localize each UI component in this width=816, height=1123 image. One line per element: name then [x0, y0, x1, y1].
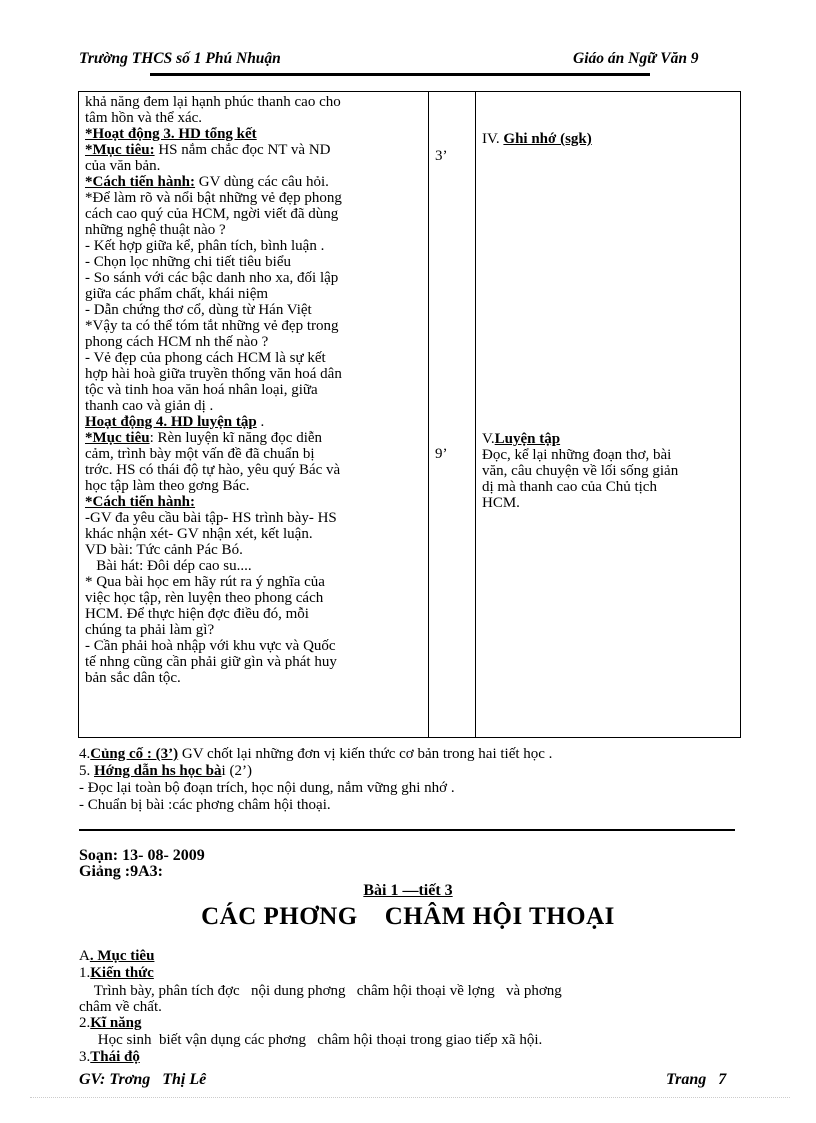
- text-line: giữa các phẩm chất, khái niệm: [85, 286, 269, 302]
- text-line: - Dẫn chứng thơ cổ, dùng từ Hán Việt: [85, 302, 312, 318]
- text-line: - So sánh với các bậc danh nho xa, đối lập: [85, 270, 339, 286]
- text-line: những nghệ thuật nào ?: [85, 222, 226, 238]
- text-line: HCM.: [482, 495, 520, 511]
- objectives-heading: . Mục tiêu: [89, 948, 155, 964]
- homework-text: i (2’): [221, 763, 252, 779]
- objective-text: HS nắm chắc đọc NT và ND: [154, 142, 331, 158]
- lesson-table: [78, 91, 741, 738]
- text-line: *Để làm rõ và nổi bật những vẻ đẹp phong: [85, 190, 342, 206]
- text-line: Bài hát: Đôi dép cao su....: [85, 558, 252, 574]
- time-value: 9’: [435, 446, 448, 462]
- consolidation-text: GV chốt lại những đơn vị kiến thức cơ bản trong hai tiết học .: [178, 746, 553, 762]
- section-prefix: 3.: [79, 1049, 91, 1065]
- text-line: HCM. Để thực hiện đợc điều đó, mỗi: [85, 606, 309, 622]
- skills-heading: Kĩ năng: [90, 1015, 142, 1031]
- text-line: - Vẻ đẹp của phong cách HCM là sự kết: [85, 350, 326, 366]
- homework-label: Hớng dẫn hs học bà: [94, 763, 222, 779]
- text-line: cách cao quý của HCM, ngời viết đã dùng: [85, 206, 339, 222]
- lesson-number: [0, 882, 816, 900]
- time-value: 3’: [435, 148, 448, 164]
- note-prefix: IV.: [482, 131, 504, 147]
- method-label: *Cách tiến hành:: [85, 494, 196, 510]
- text-line: thanh cao và giản dị .: [85, 398, 214, 414]
- text-line: tâm hồn và thể xác.: [85, 110, 203, 126]
- objective-label: *Mục tiêu: [85, 430, 150, 446]
- attitude-heading: Thái độ: [90, 1049, 140, 1065]
- text-line: - Chọn lọc những chi tiết tiêu biểu: [85, 254, 292, 270]
- footer-page: Trang 7: [666, 1071, 727, 1088]
- activity-4-tail: .: [256, 414, 265, 430]
- text-line: việc học tập, rèn luyện theo phong cách: [85, 590, 324, 606]
- activity-cell: [79, 92, 429, 738]
- text-line: cảm, trình bày một vấn đề đã chuẩn bị: [85, 446, 315, 462]
- text-line: của văn bản.: [85, 158, 161, 174]
- text-line: khả năng đem lại hạnh phúc thanh cao cho: [85, 94, 341, 110]
- section-prefix: 1.: [79, 965, 91, 981]
- text-line: bản sắc dân tộc.: [85, 670, 181, 686]
- text-line: - Đọc lại toàn bộ đoạn trích, học nội dung, nắm vững ghi nhớ .: [79, 780, 455, 796]
- time-cell: [429, 92, 476, 738]
- text-line: *Vậy ta có thể tóm tắt những vẻ đẹp trong: [85, 318, 339, 334]
- text-line: VD bài: Tức cảnh Pác Bó.: [85, 542, 243, 558]
- text-line: dị mà thanh cao của Chủ tịch: [482, 479, 657, 495]
- text-line: -GV đa yêu cầu bài tập- HS trình bày- HS: [85, 510, 337, 526]
- text-line: - Kết hợp giữa kể, phân tích, bình luận .: [85, 238, 325, 254]
- text-line: châm về chất.: [79, 999, 162, 1015]
- note-heading: Ghi nhớ (sgk): [503, 131, 592, 147]
- header-rule: [150, 73, 650, 76]
- text-line: trớc. HS có thái độ tự hào, yêu quý Bác và: [85, 462, 341, 478]
- item-number: 4.: [79, 746, 91, 762]
- practice-heading: Luyện tập: [494, 431, 561, 447]
- header-subject: Giáo án Ngữ Văn 9: [573, 50, 699, 67]
- item-number: 5.: [79, 763, 94, 779]
- text-line: - Chuẩn bị bài :các phơng châm hội thoại.: [79, 797, 331, 813]
- text-line: Học sinh biết vận dụng các phơng châm hội thoại trong giao tiếp xã hội.: [79, 1032, 543, 1048]
- objective-label: *Mục tiêu:: [85, 142, 155, 158]
- practice-prefix: V.: [482, 431, 495, 447]
- text-line: * Qua bài học em hãy rút ra ý nghĩa của: [85, 574, 325, 590]
- header-school: Trường THCS số 1 Phú Nhuận: [79, 50, 281, 67]
- objective-text: : Rèn luyện kĩ năng đọc diễn: [149, 430, 323, 446]
- section-divider: [79, 829, 735, 831]
- teaching-class: Giảng :9A3:: [79, 863, 163, 880]
- text-line: Đọc, kể lại những đoạn thơ, bài: [482, 447, 672, 463]
- text-line: học tập làm theo gơng Bác.: [85, 478, 250, 494]
- text-line: hợp hài hoà giữa truyền thống văn hoá dân: [85, 366, 342, 382]
- text-line: tế nhng cũng cần phải giữ gìn và phát huy: [85, 654, 337, 670]
- text-line: chúng ta phải làm gì?: [85, 622, 215, 638]
- lesson-number-text: Bài 1 —tiết 3: [363, 882, 453, 899]
- prep-date: Soạn: 13- 08- 2009: [79, 847, 205, 864]
- text-line: văn, câu chuyện về lối sống giản: [482, 463, 679, 479]
- activity-3-heading: *Hoạt động 3. HD tổng kết: [85, 126, 257, 142]
- text-line: tộc và tinh hoa văn hoá nhân loại, giữa: [85, 382, 318, 398]
- footer-teacher: GV: Trơng Thị Lê: [79, 1071, 207, 1088]
- text-line: Trình bày, phân tích đợc nội dung phơng châm hội thoại về lợng và phơng: [79, 983, 562, 999]
- consolidation-label: Củng cố : (3’): [90, 746, 179, 762]
- method-text: GV dùng các câu hỏi.: [195, 174, 329, 190]
- lesson-title: CÁC PHƠNG CHÂM HỘI THOẠI: [201, 903, 615, 930]
- knowledge-heading: Kiến thức: [90, 965, 154, 981]
- method-label: *Cách tiến hành:: [85, 174, 196, 190]
- content-cell: [476, 92, 741, 738]
- text-line: phong cách HCM nh thế nào ?: [85, 334, 269, 350]
- text-line: khác nhận xét- GV nhận xét, kết luận.: [85, 526, 313, 542]
- activity-4-heading: Hoạt động 4. HD luyện tập: [85, 414, 257, 430]
- text-line: - Cần phải hoà nhập với khu vực và Quốc: [85, 638, 336, 654]
- section-prefix: 2.: [79, 1015, 91, 1031]
- page-bottom-border: [30, 1097, 790, 1098]
- section-prefix: A: [79, 948, 90, 964]
